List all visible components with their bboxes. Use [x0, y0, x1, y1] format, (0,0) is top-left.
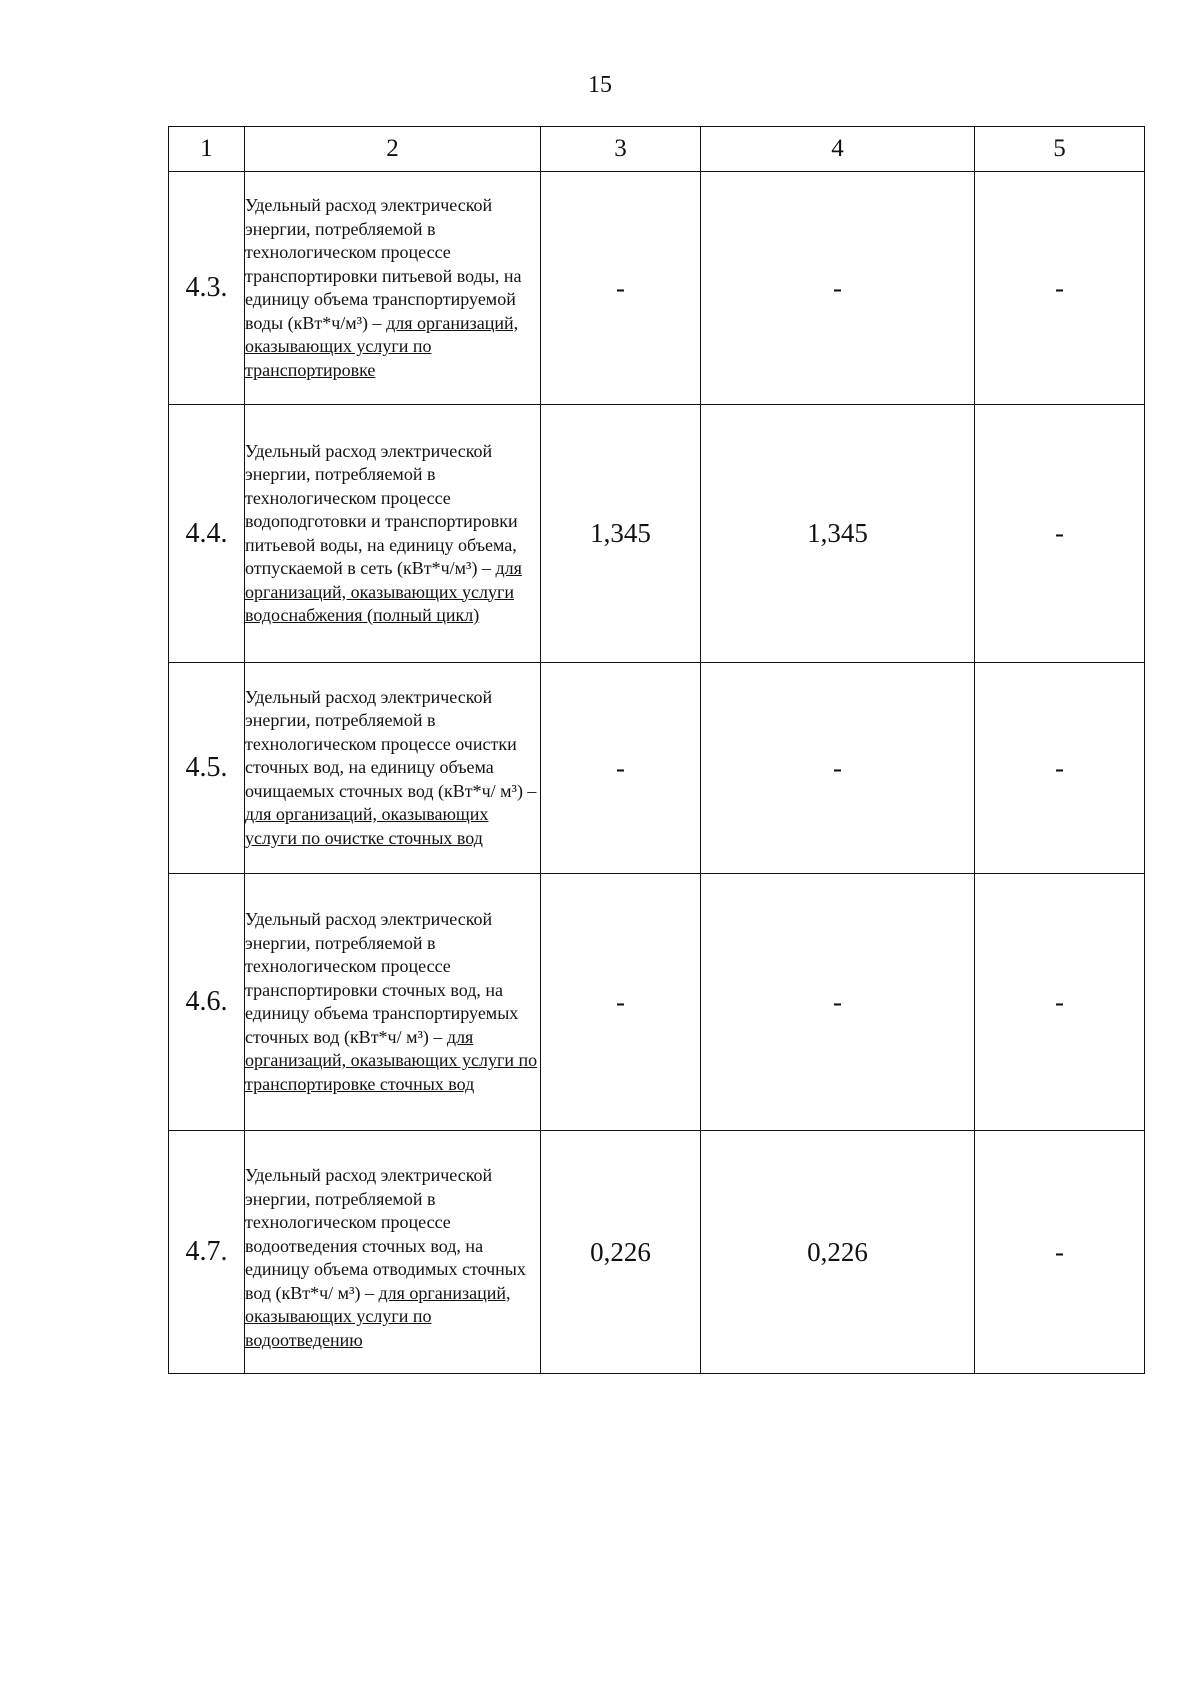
- header-col-1: 1: [169, 127, 245, 172]
- cell-col-3: -: [541, 172, 701, 405]
- description-text: Удельный расход электрической энергии, потребляемой в технологическом процессе очистки сточных вод, на единицу объема очищаемых сточных вод (кВт*ч/ м³) –: [245, 686, 537, 801]
- description-underlined: для организаций, оказывающих услуги по транспортировке сточных вод: [245, 1026, 538, 1094]
- description-text: Удельный расход электрической энергии, потребляемой в технологическом процессе транспортировки питьевой воды, на единицу объема транспортируемой воды (кВт*ч/м³) –: [245, 195, 522, 333]
- header-col-5: 5: [975, 127, 1145, 172]
- cell-col-3: 1,345: [541, 405, 701, 663]
- page-number: 15: [588, 72, 612, 98]
- row-number: 4.4.: [169, 405, 245, 663]
- row-number: 4.6.: [169, 874, 245, 1131]
- table-row: [169, 663, 1145, 874]
- row-description: [245, 874, 541, 1131]
- table-header-row: [169, 127, 1145, 172]
- table-row: [169, 874, 1145, 1131]
- cell-col-4: -: [701, 663, 975, 874]
- table-row: [169, 1131, 1145, 1374]
- cell-col-4: 0,226: [701, 1131, 975, 1374]
- description-underlined: для организаций, оказывающих услуги по очистке сточных вод: [245, 804, 489, 848]
- cell-col-5: -: [975, 172, 1145, 405]
- row-number: 4.5.: [169, 663, 245, 874]
- header-col-3: 3: [541, 127, 701, 172]
- row-description: [245, 1131, 541, 1374]
- row-description: [245, 405, 541, 663]
- row-number: 4.3.: [169, 172, 245, 405]
- header-col-2: 2: [245, 127, 541, 172]
- cell-col-5: -: [975, 405, 1145, 663]
- header-col-4: 4: [701, 127, 975, 172]
- cell-col-3: -: [541, 663, 701, 874]
- cell-col-4: -: [701, 172, 975, 405]
- cell-col-5: -: [975, 874, 1145, 1131]
- row-description: [245, 172, 541, 405]
- description-underlined: для организаций, оказывающих услуги по водоотведению: [245, 1282, 511, 1350]
- description-text: Удельный расход электрической энергии, потребляемой в технологическом процессе водоподготовки и транспортировки питьевой воды, на единицу объема, отпускаемой в сеть (кВт*ч/м³) –: [245, 440, 518, 578]
- cell-col-4: 1,345: [701, 405, 975, 663]
- indicators-table: [168, 126, 1145, 1374]
- description-text: Удельный расход электрической энергии, потребляемой в технологическом процессе водоотведения сточных вод, на единицу объема отводимых сточных вод (кВт*ч/ м³) –: [245, 1165, 526, 1303]
- row-description: [245, 663, 541, 874]
- table-row: [169, 172, 1145, 405]
- cell-col-3: -: [541, 874, 701, 1131]
- description-text: Удельный расход электрической энергии, потребляемой в технологическом процессе транспортировки сточных вод, на единицу объема транспортируемых сточных вод (кВт*ч/ м³) –: [245, 909, 519, 1047]
- description-underlined: для организаций, оказывающих услуги по транспортировке: [245, 312, 519, 380]
- cell-col-4: -: [701, 874, 975, 1131]
- description-underlined: для организаций, оказывающих услуги водоснабжения (полный цикл): [245, 558, 522, 625]
- cell-col-5: -: [975, 663, 1145, 874]
- cell-col-5: -: [975, 1131, 1145, 1374]
- row-number: 4.7.: [169, 1131, 245, 1374]
- cell-col-3: 0,226: [541, 1131, 701, 1374]
- table-row: [169, 405, 1145, 663]
